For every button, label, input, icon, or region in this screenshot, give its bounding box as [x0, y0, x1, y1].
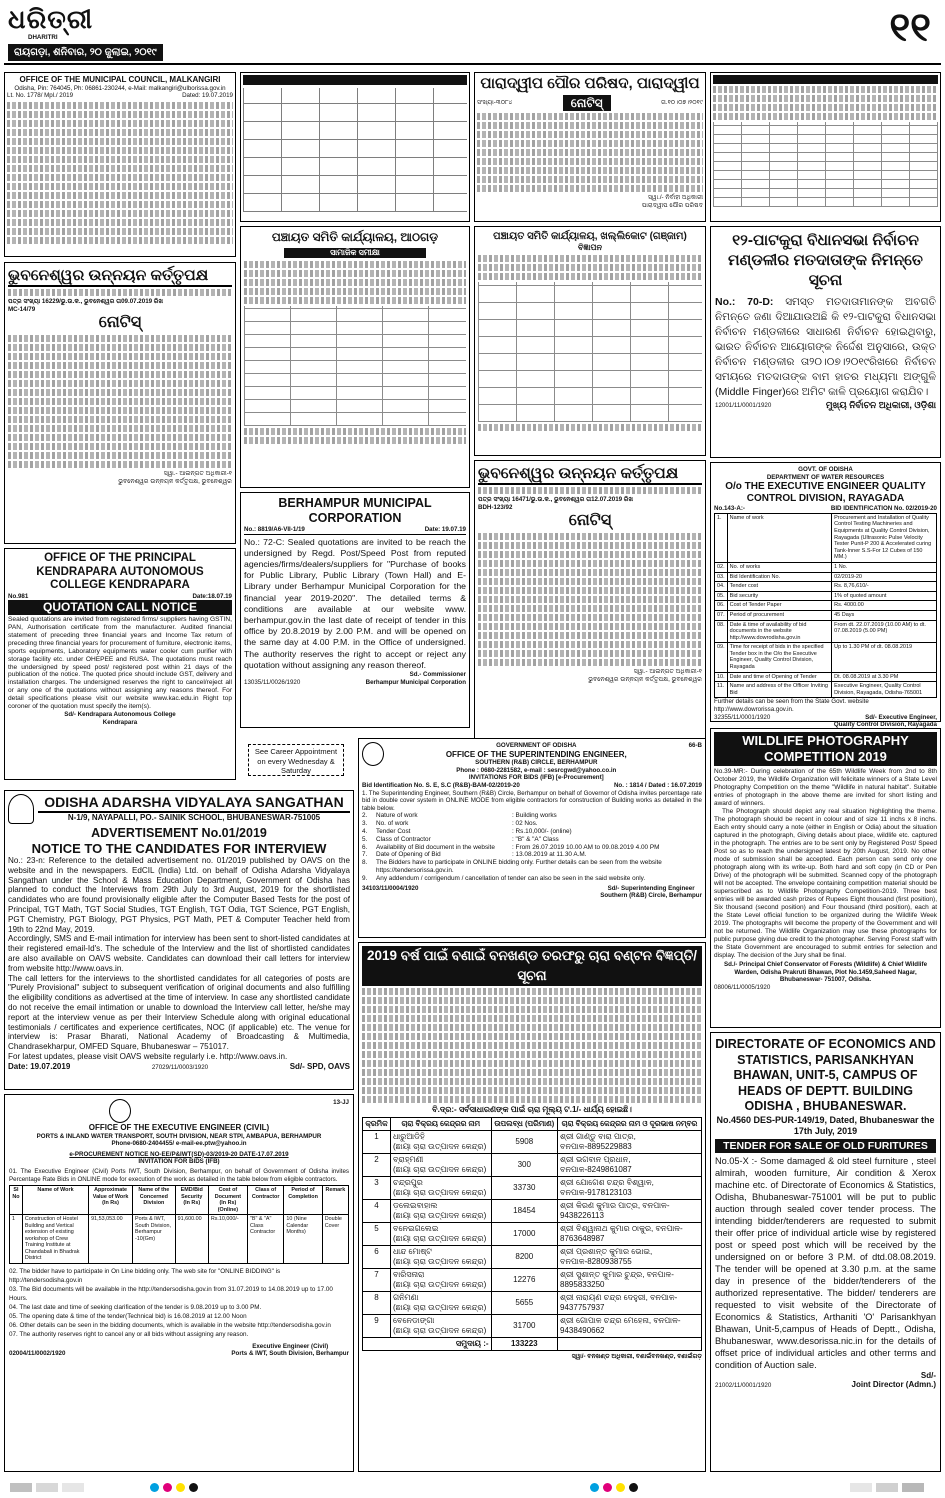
notice-label: ନୋଟିସ୍: [568, 512, 612, 530]
notice-title: WILDLIFE PHOTOGRAPHY COMPETITION 2019: [714, 732, 937, 766]
bda-notice-2: [474, 460, 706, 740]
row-number: 7: [363, 1268, 391, 1291]
row-number: 5: [363, 1222, 391, 1245]
bid-details-table: [362, 812, 702, 882]
row-label: Date & time of availability of bid documents in the website http://www.dowrodisha.gov.in: [727, 620, 831, 643]
notice-code: 13035/11/0026/1920: [244, 678, 301, 686]
notice-label: ନୋଟିସ୍: [563, 95, 611, 111]
notice-title: ODISHA ADARSHA VIDYALAYA SANGATHAN: [38, 794, 350, 813]
notice-signature-2: Kendrapara: [102, 718, 138, 726]
table-row: [715, 672, 937, 682]
odisha-emblem-icon: [109, 1099, 131, 1123]
notice-body: No.: 72-C: Sealed quotations are invited to be reach the undersigned by Regd. Post/Speed Post from reputed agencies/firms/dealers/suppliers for "Purchase of books for Public Library, Public Library (Town Hall) and E-Library under Berhampur Municipal Corporation for the financial year 2019-2020". The detailed terms & conditions are available at our website www. berhampur.gov.in the last date of receipt of tender in this office by 20.8.2019 by 2.00 P.M. and will be opened on the same day at 4.00 P.M. in the Office of undersigned. The authority reserves the right to accept or reject any quotation without assigning any reason thereof.: [244, 536, 466, 670]
row-value: Procurement and Installation of Quality Control Testing Machineries and Equipments at Quality Control Division, Rayagada (Ultrasonic Pulse Velocity Tester Punit-P 200 & Accelerated curing Tank-Inner S.S-For 12 Cubes of 150 MM.): [832, 513, 937, 562]
notice-signature: ସ୍ୱା.- ଆଇନ୍ଗତ ଅଧିକାରୀ-୧: [633, 668, 702, 676]
notice-title-2: ମଣ୍ଡଳୀର ମତଦାତାଙ୍କ ନିମନ୍ତେ ସୂଚନା: [728, 252, 923, 289]
economics-tender-notice: [710, 1032, 941, 1472]
nursery-name: ବେନେଡାଙ୍ଗା (ଛାୟା ଚାରା ଉତ୍ପାଦନ କେନ୍ଦ୍ର): [391, 1314, 492, 1337]
row-number: 3.: [362, 820, 368, 828]
table-row: [362, 820, 702, 828]
table-row: [363, 1245, 702, 1268]
notice-signature-office: Joint Director (Admn.): [851, 1380, 936, 1390]
rayagada-tender-notice: [710, 462, 941, 729]
notice-ref: No.143-A:-: [714, 505, 745, 513]
row-number: 07.: [715, 610, 728, 620]
table-cell: 1: [10, 1215, 23, 1264]
nursery-contact: ଶ୍ରୀ ବିଶ୍ୱାନାଥ କୁମାର ଠାକୁର, ବନପାଳ- 8763648987: [558, 1222, 702, 1245]
table-row: [715, 643, 937, 672]
notice-title: OFFICE OF THE EXECUTIVE ENGINEER (CIVIL): [88, 1123, 270, 1132]
row-label: Name and address of the Officer Inviting Bid: [727, 682, 831, 698]
table-cell: Rs.10,000/-: [208, 1215, 247, 1264]
table-row: [363, 1199, 702, 1222]
notice-body-1: No.: 23-n: Reference to the detailed advertisement no. 01/2019 published by OAVS on the website and in the newspapers. EdCIL (India) Ltd. on behalf of Odisha Adarsha Vidyalaya Sangathan under the School & Mass Education Department, Government of Odisha has planned to conduct the Interviews from 29th July to 3rd August, 2019 for the shortlisted candidates who are found provisionally eligible after the Computer Based Tests for the post of Principal, TGT Math, TGT Social Studies, TGT English, TGT Odia, TGT Science, PGT English, PGT Chemistry, PGT Biology, PGT Physics, PGT Math, PET & Computer Teacher held from 19th to 22nd May, 2019.: [8, 856, 350, 934]
iwt-procurement-notice: [4, 1094, 354, 1472]
notice-ref: No.4560 DES-PUR-149/19, Dated, Bhubaneswar the 17th July, 2019: [716, 1114, 935, 1136]
note-item: 04. The last date and time of seeking clarification of the tender is 9.08.2019 up to 3.00 PM.: [9, 1303, 262, 1311]
newspaper-logo: ଧରିତ୍ରୀ: [8, 5, 94, 34]
row-label: Name of work: [727, 513, 831, 562]
notice-subtitle: ବିଜ୍ଞାପନ: [578, 243, 602, 252]
notice-signature: Sd/- Kendrapara Autonomous College: [64, 710, 176, 718]
row-number: 8: [363, 1291, 391, 1314]
notice-date: Date:18.07.19: [192, 592, 232, 600]
notice-signature-office: ଭୁବନେଶ୍ୱର ଉନ୍ନୟନ କର୍ତ୍ତୃପକ୍ଷ, ଭୁବନେଶ୍ୱର: [118, 477, 232, 485]
row-label: Bid security: [727, 591, 831, 601]
nursery-contact: ଶ୍ରୀ ଭଗବାନ ପ୍ରଧାନ, ବନପାଳ-8249861087: [558, 1153, 702, 1176]
notice-signature: Sd./- Principal Chief Conservator of Forests (Wildlife) & Chief Wildlife Warden, Odisha Prakruti Bhawan, Plot No.1459,Saheed Nagar, Bhubaneswar- 751007, Odisha.: [723, 961, 928, 984]
column-header: Cost of Document (In Rs) (Online): [208, 1186, 247, 1215]
row-label: Class of Contractor: [376, 835, 431, 843]
table-row: [362, 859, 702, 875]
row-number: 08.: [715, 620, 728, 643]
nursery-name: ଧାନ୍ଦ ମୋଷ୍ଟ (ଛାୟା ଚାରା ଉତ୍ପାଦନ କେନ୍ଦ୍ର): [391, 1245, 492, 1268]
row-number: 4: [363, 1199, 391, 1222]
notice-date: Date: 19.07.2019: [8, 1061, 71, 1071]
row-label: Cost of Tender Paper: [727, 601, 831, 611]
row-number: 05.: [715, 591, 728, 601]
notice-body: ସମସ୍ତ ମତଦାତାମାନଙ୍କ ଅବଗତି ନିମନ୍ତେ ଜଣା ଦିଆଯାଉଅଛି କି ୧୨-ପାଟକୁରା ବିଧାନସଭା ନିର୍ବାଚନ ମଣ୍ଡଳୀରେ ସାଧାରଣ ନିର୍ବାଚନ ହୋଇଥିବାରୁ, ଭାରତ ନିର୍ବାଚନ ଆୟୋଗଙ୍କ ନିର୍ଦ୍ଦେଶ ଅନୁସାରେ, ଉକ୍ତ ନିର୍ବାଚନ ମଣ୍ଡଳୀର ତା୨୦।୦୭।୨୦୧୯ରିଖରେ ନିର୍ବାଚନ ସମୟରେ ମତଦାତାଙ୍କ ବାମ ହାତର ମଧ୍ୟମା ଅଙ୍ଗୁଳି (Middle Finger)ରେ ଅମିଟ କାଳି ପ୍ରୟୋଗ କରାଯିବ।: [715, 296, 936, 398]
nursery-contact: ଶ୍ରୀ ପ୍ରଶାନ୍ତ କୁମାର ଭୋଇ, ବନପାଳ-8280938755: [558, 1245, 702, 1268]
nursery-contact: ଶ୍ରୀ ନାରାୟଣ ଚନ୍ଦ୍ର ଦେହୁରୀ, ବନପାଳ- 9437757937: [558, 1291, 702, 1314]
bargarh-social-audit-notice: [240, 72, 470, 222]
table-row: [10, 1215, 349, 1264]
sapling-quantity: 12276: [491, 1268, 557, 1291]
column-header: Remark: [322, 1186, 348, 1215]
nursery-name: ବନେଇଗଲେଇ (ଛାୟା ଚାରା ଉତ୍ପାଦନ କେନ୍ଦ୍ର): [391, 1222, 492, 1245]
sapling-quantity: 5908: [491, 1130, 557, 1153]
notice-subhead: ବି.ଦ୍ର:- ସର୍ବସାଧାରଣଙ୍କ ପାଇଁ ଚାରା ମୂଲ୍ୟ ଟ.1/- ଧାର୍ଯ୍ୟ ହୋଇଛି।: [432, 1105, 632, 1114]
table-cell: 91,600.00: [175, 1215, 208, 1264]
notice-ifb: INVITATION FOR BIDS (IFB): [138, 1158, 220, 1166]
sapling-quantity: 8200: [491, 1245, 557, 1268]
notice-ref: ପତ୍ର ସଂଖ୍ୟା 16229/ଭୁ.ଉ.କ., ଭୁବନେଶ୍ୱର ତା09.07.2019 ରିଖ: [8, 298, 164, 305]
notice-signature-office: Ports & IWT, South Division, Berhampur: [231, 1350, 349, 1358]
notice-title: ପଞ୍ଚାୟତ ସମିତି କାର୍ଯ୍ୟାଳୟ, ଖଲ୍ଲିକୋଟ (ଗଞ୍ଜାମ): [493, 231, 687, 242]
notice-body-2: Accordingly, SMS and E-mail intimation for interview has been sent to short-listed candidates at their registered email-Id's. The schedule of the Interview and the list of shortlisted candidates are also available on OAVS website. Candidates can download their call letters for interview from website http://www.oavs.in.: [8, 934, 350, 973]
table-row: [715, 572, 937, 582]
notice-case: MC-14/79: [8, 305, 36, 313]
notice-title: OFFICE OF THE PRINCIPAL KENDRAPARA AUTONOMOUS COLLEGE KENDRAPARA: [36, 552, 204, 591]
row-number: 6.: [362, 843, 368, 851]
notice-body-1: No.39-MR:- During celebration of the 65th Wildlife Week from 2nd to 8th October 2019, the Wildlife Organization will felicitate winners of a State Level Photography Competition on the theme "Wildlife in natural habitat". Suitable entries of photograph in the above theme are invited for short listing and award of winners.: [714, 768, 937, 807]
column-header: ଚାରା ବିକ୍ରୟ କେନ୍ଦ୍ରର ନାମ: [391, 1117, 492, 1130]
notice-signature: Sd/- Superintending Engineer: [607, 884, 695, 892]
notice-title: ପାରାଦ୍ୱୀପ ପୌର ପରିଷଦ, ପାରାଦ୍ୱୀପ: [480, 75, 700, 92]
table-cell: "B" & "A" Class Contractor: [247, 1215, 283, 1264]
notice-signature: ସ୍ୱା/- ବନଖଣ୍ଡ ଅଧିକାରୀ, ବଣାଇଁବନଖଣ୍ଡ, ବଣାଇଁଗଡ଼: [571, 1352, 702, 1360]
row-number: 2: [363, 1153, 391, 1176]
social-audit-calendar-notice: [710, 72, 941, 222]
row-value: Executive Engineer, Quality Control Division, Rayagada, Odisha-765001: [832, 682, 937, 698]
notice-ifb: INVITATIONS FOR BIDS (IFB) [e-Procurement]: [468, 774, 604, 782]
notice-body: No.05-X :- Some damaged & old steel furniture , steel almirah, wooden furniture, Air condition & Xerox machine etc. of Directorate of Economics & Statistics, Odisha, Bhubaneswar-751001 will be put to public auction through sealed cover tender process. The intending bidder/tenderers are requested to submit their offer price of individual article wise by registered post or speed post which will be received by the undersigned on or before 3 P.M. of dtd.08.08.2019. The tender will be opened at 3.30 p.m. at the same day in presence of the bidder/tenderers of the authorized representative. The bidder/ tenderers are requested to visit website of the Directorate of Economics & Statistics, Arthaniti 'O' Parisankhyan Bhawan, Unit-5,campus of Heads of Deptt., Odisha, Bhubaneswar, www.desorissa.nic.in for the details of offset price of individual articles and other terms and condition of Auction sale.: [715, 1155, 936, 1370]
row-label: No. of work: [376, 820, 409, 828]
notice-intro: 1. The Superintending Engineer, Southern (R&B) Circle, Berhampur on behalf of Governor of Odisha invites percentage rate bid in double cover system in ONLINE MODE from eligible contractors for construction of Building works as detailed in the table below.: [362, 789, 702, 812]
table-total-label: ସମୁଦାୟ :-: [363, 1337, 492, 1350]
kac-quotation-notice: [4, 548, 236, 780]
row-value: : Building works: [512, 812, 557, 820]
row-value: Up to 1.30 PM of dt. 08.08.2019: [832, 643, 937, 672]
table-row: [715, 682, 937, 698]
notice-body: Sealed quotations are invited from registered firms/ suppliers having GSTIN, PAN, Authorisation certificate from the manufacturer. Audited financial statement of preceding three financial years and Income Tax return of preceding three financial years for procurement of furniture, electronic items, sports equipments, Laboratory equipments water cooler cum purifier with storage facility etc. under OHEPEE and RUSA. The quotations must reach the undersigned by speed post/ registered post within 21 days of the publication of the notice. The quoted price should include GST, delivery and installation charges. The undersigned reserves the right to cancel/reject all or any one of the quotations without assigning any reasons thereof. For detail specifications please visit our website www.kac.edu.in Right top coroner of the quotation must specify the item(s).: [8, 616, 232, 711]
row-value: 45 Days: [832, 610, 937, 620]
notice-signature: Sd/-: [920, 1370, 936, 1380]
sapling-quantity: 17000: [491, 1222, 557, 1245]
notice-banner: QUOTATION CALL NOTICE: [8, 600, 232, 615]
column-header: Class of Contractor: [247, 1186, 283, 1215]
nursery-contact: ଶ୍ରୀ ଯୋଗେଶ ଚନ୍ଦ୍ର ବିଶ୍ୱାଳ, ବନପାଳ-9178123103: [558, 1176, 702, 1199]
notice-body-2: The Photograph should depict any real situation highlighting the theme. The photograph should be recent in colour and of size 11 inchs x 8 inchs. Each entry should carry a note (either in English or Odia) about the situation captured in the photograph, Giving details about place, wildlife etc. captured in the photograph. The entries are to be sent only by Registered Post/ Speed Post so as to reach the undersigned latest by 20th August, 2019. No other mode of submission shall be accepted. Each person can send only one photograph along with its write-up. Both hard and soft copy (in CD or Pen Drive) of the photograph will be submitted. Scanned copy of the photograph will not be accepted. The envelope containing competition material should be superscribed as to Wildlife Photography Competition-2019. Three best entries will be awarded cash prizes of Rupees Eight thousand (first position), Six thousand (second position) and Four thousand (third position), each at the State Level official function to be organized during the Wildlife Week 2019. The photographs will become the property of the Government and will not be returned. The Wildlife Organization may use these photographs for public purpose giving due credit to the photographer. Serving Forest staff with the State Government are encouraged to submit entries for selection and display. The decision of the Jury shall be final.: [714, 808, 937, 959]
row-value: : 02 Nos.: [512, 820, 538, 828]
notice-signature-office: Southern (R&B) Circle, Berhampur: [600, 892, 702, 900]
table-row: [715, 582, 937, 592]
row-number: 1: [363, 1130, 391, 1153]
table-row: [715, 620, 937, 643]
notice-gov: GOVT. OF ODISHA: [798, 466, 853, 473]
table-row: [715, 610, 937, 620]
table-row: [362, 875, 702, 883]
notice-body-4: For latest updates, please visit OAVS website regularly i.e. http://www.oavs.in.: [8, 1051, 288, 1061]
row-label: Any addendum / corrigendum / cancellation of tender can also be seen in the said website only.: [376, 874, 646, 882]
nursery-name: ଡ଼ଲେଇବାହାଲ (ଛାୟା ଚାରା ଉତ୍ପାଦନ କେନ୍ଦ୍ର): [391, 1199, 492, 1222]
row-label: Tender cost: [727, 582, 831, 592]
row-value: Rs. 8,76,610/-: [832, 582, 937, 592]
row-value: : Rs.10,000/- (online): [512, 827, 572, 835]
notice-address: Odisha, Pin: 764045, Ph: 06861-230244, e-Mail: malkangiri@ulborissa.gov.in: [14, 84, 226, 92]
notice-contact: Phone-0680-2404455/ e-mail-ee.ptw@yahoo.in: [111, 1140, 247, 1148]
notice-subtitle: PORTS & INLAND WATER TRANSPORT, SOUTH DIVISION, NEAR STPI, AMBAPUA, BERHAMPUR: [36, 1132, 322, 1140]
notice-number: No.981: [8, 592, 29, 600]
nursery-contact: ଶ୍ରୀ ଗାଣ୍ଡୁ ବାରା ପାତ୍ର, ବନପାଳ-8895229883: [558, 1130, 702, 1153]
notice-ref: ସଂଖ୍ୟା-୩୦୮୪: [477, 99, 513, 107]
notice-signature: Sd.- Commissioner: [409, 671, 466, 679]
column-header: Sl No: [10, 1186, 23, 1215]
table-row: [363, 1153, 702, 1176]
table-row: [363, 1291, 702, 1314]
notice-tag: 66-B: [688, 742, 702, 749]
notice-ref: ପତ୍ର ସଂଖ୍ୟା 16471/ଭୁ.ଉ.କ., ଭୁବନେଶ୍ୱର ତା12.07.2019 ରିଖ: [478, 496, 634, 503]
row-number: 04.: [715, 582, 728, 592]
notice-title: ୧୨-ପାଟକୁରା ବିଧାନସଭା ନିର୍ବାଚନ: [732, 232, 919, 249]
row-value: 1 No.: [832, 562, 937, 572]
tender-details-table: [714, 513, 937, 699]
election-notice: [710, 226, 941, 458]
column-header: Period of Completion: [284, 1186, 322, 1215]
malkangiri-notice: [4, 72, 236, 257]
column-header: Name of the Concerned Division: [132, 1186, 175, 1215]
bda-notice-1: [4, 262, 236, 544]
table-row: [363, 1222, 702, 1245]
table-row: [362, 836, 702, 844]
table-placeholder: [478, 282, 702, 422]
note-item: 03. The Bid documents will be available in the http://tendersodisha.gov.in from 31.07.2019 to 14.08.2019 up to 17.00 Hours.: [9, 1285, 333, 1302]
sapling-distribution-table: [362, 1117, 702, 1351]
row-label: Nature of work: [376, 812, 418, 820]
table-placeholder: [713, 122, 938, 207]
masthead-rule: [4, 63, 941, 65]
khallikot-notice: [474, 226, 706, 456]
paradeep-notice: [474, 72, 706, 222]
notice-label: ନୋଟିସ୍: [98, 314, 142, 332]
nursery-name: ଗନିମଣା (ଛାୟା ଚାରା ଉତ୍ପାଦନ କେନ୍ଦ୍ର): [391, 1291, 492, 1314]
row-value: 1% of quoted amount: [832, 591, 937, 601]
notice-code: 32355/11/0001/1920: [714, 713, 771, 721]
newspaper-logo-sub: DHARITRI: [28, 34, 58, 41]
row-number: 02.: [715, 562, 728, 572]
notice-code: 08006/11/0005/1920: [714, 983, 771, 991]
bid-identification: BID IDENTIFICATION No. 02/2019-20: [830, 505, 937, 513]
row-label: No. of works: [727, 562, 831, 572]
note-item: 07. The authority reserves right to cancel any or all bids without assigning any reason.: [9, 1330, 249, 1338]
notice-title: BERHAMPUR MUNICIPAL CORPORATION: [278, 496, 432, 525]
notice-notes: [9, 1267, 349, 1339]
column-header: Name of Work: [22, 1186, 88, 1215]
berhampur-municipal-notice: [240, 492, 470, 728]
column-header: ଉପଲବ୍ଧ (ପରିମାଣ): [491, 1117, 557, 1130]
row-number: 10.: [715, 672, 728, 682]
row-number: 3: [363, 1176, 391, 1199]
rnb-bid-notice: [358, 738, 706, 938]
notice-body-placeholder: [7, 102, 233, 244]
notice-title: OFFICE OF THE MUNICIPAL COUNCIL, MALKANGIRI: [19, 75, 221, 84]
row-number: 1.: [715, 513, 728, 562]
notice-title: ପଞ୍ଚାୟତ ସମିତି କାର୍ଯ୍ୟାଳୟ, ଆଠଗଡ଼: [271, 230, 439, 244]
sapling-quantity: 31700: [491, 1314, 557, 1337]
table-row: [363, 1268, 702, 1291]
row-value: 02/2019-20: [832, 572, 937, 582]
notice-signature: Sd/- Executive Engineer,: [865, 713, 937, 721]
column-header: ଚାରା ବିକ୍ରୟ କେନ୍ଦ୍ରର ନାମ ଓ ଦୂରଭାଷ ନମ୍ବର: [558, 1117, 702, 1130]
row-number: 4.: [362, 827, 368, 835]
notice-date: Date: 19.07.19: [424, 526, 466, 533]
table-placeholder: [243, 88, 467, 212]
notice-footer: Further details can be seen from the State Govt. website http://www.dowrorissa.gov.in.: [714, 698, 869, 714]
row-value: : From 26.07.2019 10.00 AM to 09.08.2019 4.00 PM: [512, 843, 660, 851]
notice-tag: 13-JJ: [333, 1099, 349, 1106]
notice-dept: DEPARTMENT OF WATER RESOURCES: [766, 473, 885, 481]
table-cell: 10 (Nine Calendar Months): [284, 1215, 322, 1264]
table-row: [362, 812, 702, 820]
notice-date: ତା.୧୦।୦୭।୨୦୧୯: [660, 99, 703, 107]
notice-signature: ସ୍ୱା.- ଆଇନ୍ଗତ ଅଧିକାରୀ-୧: [163, 470, 232, 478]
row-label: Time for receipt of bids in the specified Tender box in the O/o the Executive Engineer, Quality Control Division, Rayagada: [727, 643, 831, 672]
table-row: [715, 513, 937, 562]
sapling-quantity: 300: [491, 1153, 557, 1176]
notice-subtitle: SOUTHERN (R&B) CIRCLE, BERHAMPUR: [475, 759, 598, 767]
row-number: 09.: [715, 643, 728, 672]
notice-number: e-PROCUREMENT NOTICE NO-EE/P&IWT(SD)-03/2019-20 DATE-17.07.2019: [69, 1150, 289, 1158]
row-value: Rs. 4000.00: [832, 601, 937, 611]
notice-signature-office: Quality Control Division, Rayagada: [833, 721, 937, 729]
notice-number: No.: 8819/A6-VII-1/19: [244, 526, 305, 533]
notice-intro: 01. The Executive Engineer (Civil) Ports IWT, South Division, Berhampur, on behalf of Government of Odisha invites Percentage Rate Bids in ONLINE mode for execution of the work as detailed in the table below from eligible contractors.: [9, 1167, 349, 1183]
row-label: Date and time of Opening of Tender: [727, 672, 831, 682]
notice-ref: Lt. No. 1778/ Mpl./ 2019: [7, 92, 74, 100]
table-row: [363, 1176, 702, 1199]
notice-signature: Executive Engineer (Civil): [252, 1342, 329, 1350]
table-cell: Construction of Hostel Building and Vertical extension of existing workshop of Crew Training Institute at Chandabali in Bhadrak District: [22, 1215, 88, 1264]
color-registration-bar: [0, 1476, 945, 1498]
notice-date: Dated: 19.07.2019: [182, 92, 233, 100]
masthead: [0, 0, 945, 64]
page-number: ୧୧: [889, 5, 931, 50]
nursery-name: ବ୍ରାହ୍ମଣୀ (ଛାୟା ଚାରା ଉତ୍ପାଦନ କେନ୍ଦ୍ର): [391, 1153, 492, 1176]
notice-title: O/o THE EXECUTIVE ENGINEER QUALITY CONTROL DIVISION, RAYAGADA: [725, 481, 926, 505]
note-item: 02. The bidder have to participate in On Line bidding only. The web site for "ONLINE BIDDING" is http://tendersodisha.gov.in: [9, 1267, 281, 1284]
notice-code: 12001/11/0001/1920: [715, 402, 772, 409]
row-number: 06.: [715, 601, 728, 611]
notice-signature: ସ୍ୱା./- ନିର୍ବାହୀ ଅଧିକାରୀ: [648, 194, 703, 201]
table-row: [715, 601, 937, 611]
row-value: From dt. 22.07.2019 (10.00 AM) to dt. 07.08.2019 (5.00 PM): [832, 620, 937, 643]
odisha-emblem-icon: [362, 742, 384, 766]
row-number: 8.: [362, 859, 368, 867]
notice-subtitle: ସାମାଜିକ ସମୀକ୍ଷା: [284, 248, 426, 258]
table-row: [362, 828, 702, 836]
sapling-quantity: 33730: [491, 1176, 557, 1199]
row-number: 7.: [362, 851, 368, 859]
row-number: 03.: [715, 572, 728, 582]
oavs-logo-icon: [8, 794, 34, 824]
table-placeholder: [244, 306, 466, 426]
nursery-name: ଧାରୁଆଡିହି (ଛାୟା ଚାରା ଉତ୍ପାଦନ କେନ୍ଦ୍ର): [391, 1130, 492, 1153]
notice-signature-office: Berhampur Municipal Corporation: [365, 678, 466, 686]
nursery-contact: ଶ୍ରୀ ଗୋପାଳ ଚନ୍ଦ୍ର ମେହେନା, ବନପାଳ- 9438490662: [558, 1314, 702, 1337]
nursery-contact: ଶ୍ରୀ ସୁଶାନ୍ତ କୁମାର ଚୁନ୍ଦ୍ର, ବନପାଳ- 8895833250: [558, 1268, 702, 1291]
column-header: Approximate Value of Work (In Rs): [89, 1186, 133, 1215]
notice-number: No.: 70-D:: [715, 296, 774, 308]
notice-title: DIRECTORATE OF ECONOMICS AND STATISTICS, PARISANKHYAN BHAWAN, UNIT-5, CAMPUS OF HEADS OF DEPTT. BUILDING ODISHA , BHUBANESWAR.: [715, 1037, 936, 1113]
column-header: କ୍ରମିକ: [363, 1117, 391, 1130]
wildlife-photo-notice: [710, 728, 941, 1028]
row-value: : "B" & "A" Class: [512, 835, 559, 843]
nursery-name: ଚନ୍ଦ୍ରପୁର (ଛାୟା ଚାରା ଉତ୍ପାଦନ କେନ୍ଦ୍ର): [391, 1176, 492, 1199]
table-cell: Ports & IWT, South Division, Berhampur -10(Gm): [132, 1215, 175, 1264]
oavs-interview-notice: [4, 790, 354, 1090]
row-value: Dt. 08.08.2019 at 3.30 PM: [832, 672, 937, 682]
row-number: 6: [363, 1245, 391, 1268]
row-number: 2.: [362, 812, 368, 820]
notice-gov: GOVERNMENT OF ODISHA: [496, 742, 577, 749]
row-number: 11.: [715, 682, 728, 698]
nursery-name: ବାରିସନାରା (ଛାୟା ଚାରା ଉତ୍ପାଦନ କେନ୍ଦ୍ର): [391, 1268, 492, 1291]
table-cell: 91,53,053.00: [89, 1215, 133, 1264]
table-row: [362, 851, 702, 859]
table-row: [715, 562, 937, 572]
notice-body-3: The call letters for the interviews to the shortlisted candidates for all categories of posts are "Purely Provisional" subject to subsequent verification of original documents and also fulfilling the eligibility conditions as advertised at the time of interview. In case any shortlisted candidate do not receive the email intimation or unable to download the Interview call letter, he/she may report at the interview venue as per their Interview Schedule along with original educational testimonials / certificates and experience certificates, NOC (if applicable) etc. The venue for interview is: Prasar Bharati, National Academy of Broadcasting & Multimedia, Chandrasekharpur, OMFED Square, Bhubaneswar – 751017.: [8, 973, 350, 1052]
row-label: Date of Opening of Bid: [376, 851, 441, 859]
table-row: [363, 1314, 702, 1337]
notice-title: 2019 ବର୍ଷ ପାଇଁ ବଣାଇଁ ବନଖଣ୍ଡ ତରଫରୁ ଚାରା ବଣ୍ଟନ ବିଜ୍ଞପ୍ତି/ ସୂଚନା: [362, 946, 702, 986]
notice-heading: NOTICE TO THE CANDIDATES FOR INTERVIEW: [31, 841, 327, 856]
notice-signature-office: ଭୁବନେଶ୍ୱର ଉନ୍ନୟନ କର୍ତ୍ତୃପକ୍ଷ, ଭୁବନେଶ୍ୱର: [588, 675, 702, 683]
row-label: Period of procurement: [727, 610, 831, 620]
row-label: Tender Cost: [376, 827, 411, 835]
nursery-contact: ଶ୍ରୀ କିରଣ କୁମାର ପାତ୍ର, ବନପାଳ- 9438226113: [558, 1199, 702, 1222]
note-item: 05. The opening date & time of the tender(Technical bid) is 16.08.2019 at 12.00 Noon: [9, 1312, 247, 1320]
athagarh-notice: [240, 226, 470, 488]
notice-code: 34103/11/0004/1920: [362, 884, 419, 892]
date-line: ରାୟଗଡ଼ା, ଶନିବାର, ୨୦ ଜୁଲାଇ, ୨୦୧୯: [8, 44, 163, 61]
notice-code: 21002/11/0001/1920: [715, 1382, 772, 1390]
row-number: 5.: [362, 835, 368, 843]
career-box: [248, 744, 344, 776]
notice-signature: ମୁଖ୍ୟ ନିର୍ବାଚନ ଅଧିକାରୀ, ଓଡ଼ିଶା: [825, 400, 936, 410]
notice-number: No. : 1814 / Dated : 16.07.2019: [613, 781, 702, 789]
note-item: 06. Other details can be seen in the bidding documents, which is available in the website http://tendersodisha.gov.in: [9, 1321, 331, 1329]
notice-code: 27029/11/0003/1920: [151, 1063, 209, 1071]
notice-title: OFFICE OF THE SUPERINTENDING ENGINEER,: [445, 749, 627, 759]
row-label: Bid Identification No.: [727, 572, 831, 582]
notice-banner: TENDER FOR SALE OF OLD FURITURES: [715, 1139, 936, 1153]
notice-case: BDH-123/92: [478, 503, 513, 511]
bid-identification: Bid Identification No. S. E, S.C (R&B)-BAM-02/2019-20: [362, 781, 520, 789]
notice-signature: Sd/- SPD, OAVS: [289, 1061, 350, 1071]
sapling-quantity: 5655: [491, 1291, 557, 1314]
work-details-table: [9, 1185, 349, 1264]
row-number: 9: [363, 1314, 391, 1337]
table-cell: Double Cover: [322, 1215, 348, 1264]
row-label: The Bidders have to participate in ONLINE bidding only. Further details can be seen from the website https://tendersorissa.gov.in.: [376, 859, 662, 874]
table-row: [715, 591, 937, 601]
row-value: : 13.08.2019 at 11.30 A.M.: [512, 851, 587, 859]
row-label: Availability of Bid document in the website: [376, 843, 495, 851]
notice-title: ଭୁବନେଶ୍ୱର ଉନ୍ନୟନ କର୍ତ୍ତୃପକ୍ଷ: [8, 266, 232, 287]
table-total-row: [363, 1337, 702, 1350]
table-row: [362, 844, 702, 852]
notice-contact: Phone : 0680-2281582, e-mail : sesrcgwd@yahoo.co.in: [456, 766, 617, 774]
column-header: EMD/Bid Security (In Rs): [175, 1186, 208, 1215]
notice-code: 02004/11/0002/1920: [9, 1350, 66, 1358]
advertisement-number: ADVERTISEMENT No.01/2019: [91, 826, 267, 840]
table-total-value: 133223: [491, 1337, 557, 1350]
table-row: [363, 1130, 702, 1153]
sapling-quantity: 18454: [491, 1199, 557, 1222]
notice-address: N-1/9, NAYAPALLI, PO.- SAINIK SCHOOL, BHUBANESWAR-751005: [67, 813, 321, 822]
notice-signature-office: ପାରାଦ୍ୱୀପ ପୌର ପରିଷଦ: [641, 201, 703, 209]
forest-sapling-notice: [358, 942, 706, 1472]
career-text: See Career Appointment on every Wednesday & Saturday: [254, 747, 338, 775]
notice-title: ଭୁବନେଶ୍ୱର ଉନ୍ନୟନ କର୍ତ୍ତୃପକ୍ଷ: [478, 464, 702, 485]
row-number: 9.: [362, 874, 368, 882]
